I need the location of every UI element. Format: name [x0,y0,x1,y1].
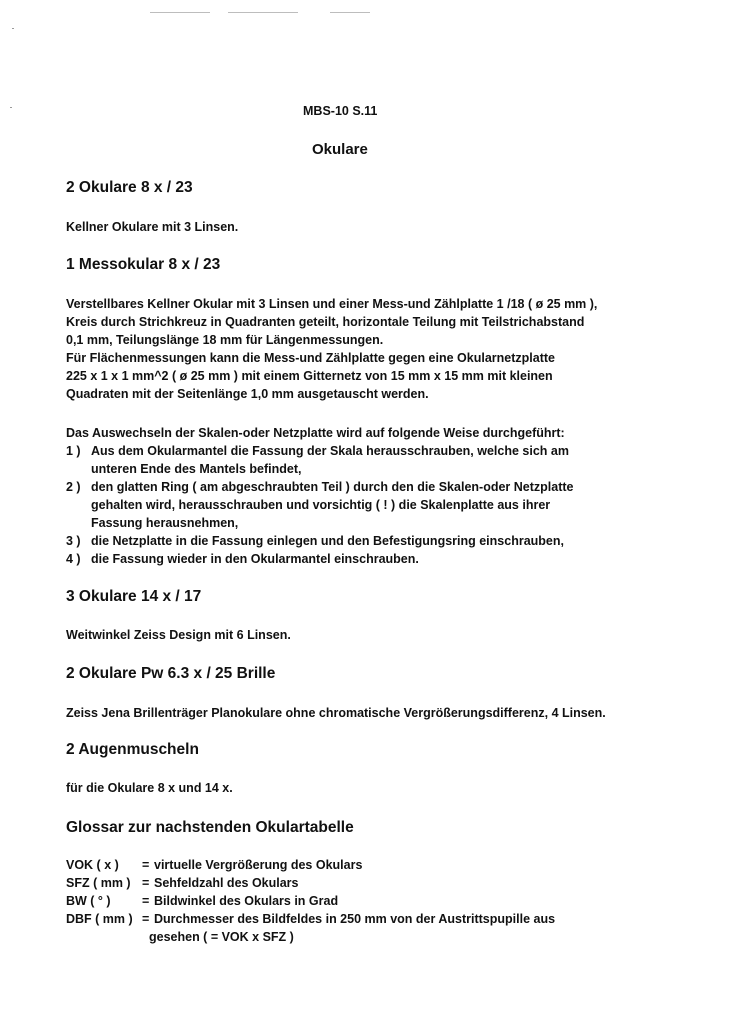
section-text: Weitwinkel Zeiss Design mit 6 Linsen. [66,628,291,642]
step-text-line: die Netzplatte in die Fassung einlegen und den Befestigungsring einschrauben, [91,534,564,548]
section-text-line: Quadraten mit der Seitenlänge 1,0 mm ausgetauscht werden. [66,387,429,401]
scan-artifact-speck [12,28,14,29]
step-number: 3 ) [66,534,81,548]
scan-artifact-line [330,12,370,13]
section-text-line: 225 x 1 x 1 mm^2 ( ø 25 mm ) mit einem Gitternetz von 15 mm x 15 mm mit kleinen [66,369,553,383]
step-text-line: die Fassung wieder in den Okularmantel einschrauben. [91,552,419,566]
glossary-equals: = [142,858,150,872]
step-text-line: Aus dem Okularmantel die Fassung der Skala herausschrauben, welche sich am [91,444,569,458]
section-text-line: Kreis durch Strichkreuz in Quadranten geteilt, horizontale Teilung mit Teilstrichabstand [66,315,585,329]
glossary-key: DBF ( mm ) [66,912,133,926]
step-text-line: Fassung herausnehmen, [91,516,239,530]
glossary-equals: = [142,894,150,908]
glossary-value: Bildwinkel des Okulars in Grad [154,894,339,908]
scan-artifact-speck [10,107,12,108]
step-number: 4 ) [66,552,81,566]
section-heading: 2 Okulare Pw 6.3 x / 25 Brille [66,665,276,682]
scan-artifact-line [228,12,298,13]
step-number: 1 ) [66,444,81,458]
glossary-continuation: gesehen ( = VOK x SFZ ) [149,930,294,944]
glossary-value: Sehfeldzahl des Okulars [154,876,299,890]
scan-artifact-line [150,12,210,13]
glossary-key: SFZ ( mm ) [66,876,131,890]
section-text-line: 0,1 mm, Teilungslänge 18 mm für Längenmessungen. [66,333,384,347]
glossary-equals: = [142,876,150,890]
section-heading: 2 Augenmuscheln [66,741,199,758]
section-text: für die Okulare 8 x und 14 x. [66,781,233,795]
glossary-equals: = [142,912,150,926]
section-text: Kellner Okulare mit 3 Linsen. [66,220,239,234]
step-number: 2 ) [66,480,81,494]
section-heading: 3 Okulare 14 x / 17 [66,588,202,605]
section-heading: 1 Messokular 8 x / 23 [66,256,221,273]
step-text-line: den glatten Ring ( am abgeschraubten Teil ) durch den die Skalen-oder Netzplatte [91,480,574,494]
page-title: Okulare [312,141,368,158]
procedure-intro: Das Auswechseln der Skalen-oder Netzplatte wird auf folgende Weise durchgeführt: [66,426,565,440]
glossary-value: Durchmesser des Bildfeldes in 250 mm von der Austrittspupille aus [154,912,556,926]
step-text-line: gehalten wird, herausschrauben und vorsichtig ( ! ) die Skalenplatte aus ihrer [91,498,551,512]
glossary-value: virtuelle Vergrößerung des Okulars [154,858,363,872]
page-reference: MBS-10 S.11 [303,104,378,118]
section-heading: 2 Okulare 8 x / 23 [66,179,193,196]
step-text-line: unteren Ende des Mantels befindet, [91,462,302,476]
section-text-line: Verstellbares Kellner Okular mit 3 Linsen und einer Mess-und Zählplatte 1 /18 ( ø 25 mm ), [66,297,598,311]
glossary-key: BW ( ° ) [66,894,111,908]
section-text: Zeiss Jena Brillenträger Planokulare ohne chromatische Vergrößerungsdifferenz, 4 Linsen. [66,706,606,720]
glossary-key: VOK ( x ) [66,858,119,872]
glossary-heading: Glossar zur nachstenden Okulartabelle [66,819,354,836]
section-text-line: Für Flächenmessungen kann die Mess-und Zählplatte gegen eine Okularnetzplatte [66,351,555,365]
